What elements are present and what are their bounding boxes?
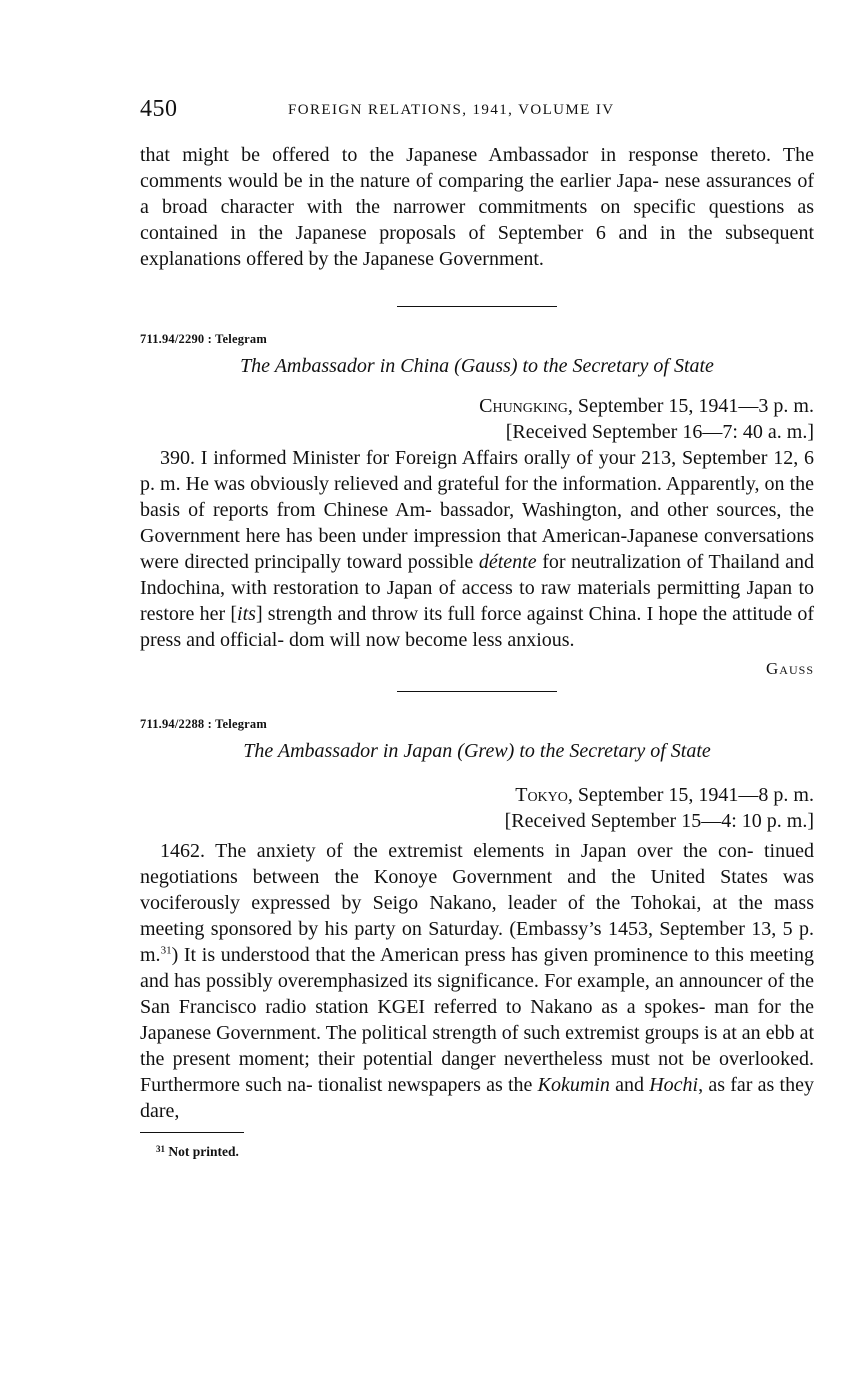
footnote-divider	[140, 1132, 244, 1133]
footnote-reference[interactable]: 31	[160, 944, 172, 957]
page-number: 450	[140, 96, 178, 122]
italic-term: its	[237, 603, 256, 625]
continuation-paragraph: that might be offered to the Japanese Ambassador in response thereto. The comments would be in the nature of comparing the earlier Japa- nese assurances of a broad character with the narrower commitments on specific questions as contained in the Japanese proposals of September 6 and in the subsequent explanations offered by the Japanese Government.	[140, 144, 815, 270]
telegram-body: 1462. The anxiety of the extremist elements in Japan over the con- tinued negotiations between the Konoye Government and the United States was vociferously expressed by Seigo Nakano, leader of the Tohokai, at the mass meeting sponsored by his party on Saturday. (Embassy’s 1453, September 13, 5 p. m.$^{31}$) It is understood that the American press has given prominence to this meeting and has possibly overemphasized its significance. For example, an announcer of the San Francisco radio station KGEI referred to Nakano as a spokes- man for the Japanese Government. The political strength of such extremist groups is at an ebb at the present moment; their potential danger nevertheless must not be overlooked. Furthermore such na- tionalist newspapers as the Kokumin and Hochi, as far as they dare,	[140, 840, 815, 1122]
footnote-mark: 31	[156, 1144, 165, 1154]
section-divider	[397, 306, 557, 307]
italic-term: Hochi	[649, 1074, 699, 1096]
italic-term: détente	[478, 551, 537, 573]
running-head: FOREIGN RELATIONS, 1941, VOLUME IV	[288, 102, 615, 118]
page-header	[140, 96, 814, 128]
received-line: [Received September 15—4: 10 p. m.]	[504, 810, 814, 832]
dateline-place: Tokyo	[515, 784, 568, 806]
section-divider	[397, 691, 557, 692]
footnote	[156, 1139, 814, 1162]
footnote-text: Not printed.	[168, 1144, 239, 1159]
document-title: The Ambassador in Japan (Grew) to the Secretary of State	[243, 740, 711, 762]
dateline-place: Chungking	[479, 395, 568, 417]
document-file-id: 711.94/2290 : Telegram	[140, 332, 267, 346]
document-title: The Ambassador in China (Gauss) to the Secretary of State	[240, 355, 714, 377]
italic-term: Kokumin	[537, 1074, 610, 1096]
document-page	[140, 96, 814, 1162]
dateline: Chungking, September 15, 1941—3 p. m.	[479, 395, 814, 417]
dateline: Tokyo, September 15, 1941—8 p. m.	[515, 784, 814, 806]
signature: Gauss	[766, 659, 814, 678]
telegram-body: 390. I informed Minister for Foreign Affairs orally of your 213, September 12, 6 p. m. He was obviously relieved and grateful for the information. Apparently, on the basis of reports from Chinese Am- bassador, Washington, and other sources, the Government here has been under impression that American-Japanese conversations were directed principally toward possible détente for neutralization of Thailand and Indochina, with restoration to Japan of access to raw materials permitting Japan to restore her [its] strength and throw its full force against China. I hope the attitude of press and official- dom will now become less anxious.	[140, 447, 815, 651]
document-file-id: 711.94/2288 : Telegram	[140, 717, 267, 731]
received-line: [Received September 16—7: 40 a. m.]	[505, 421, 814, 443]
